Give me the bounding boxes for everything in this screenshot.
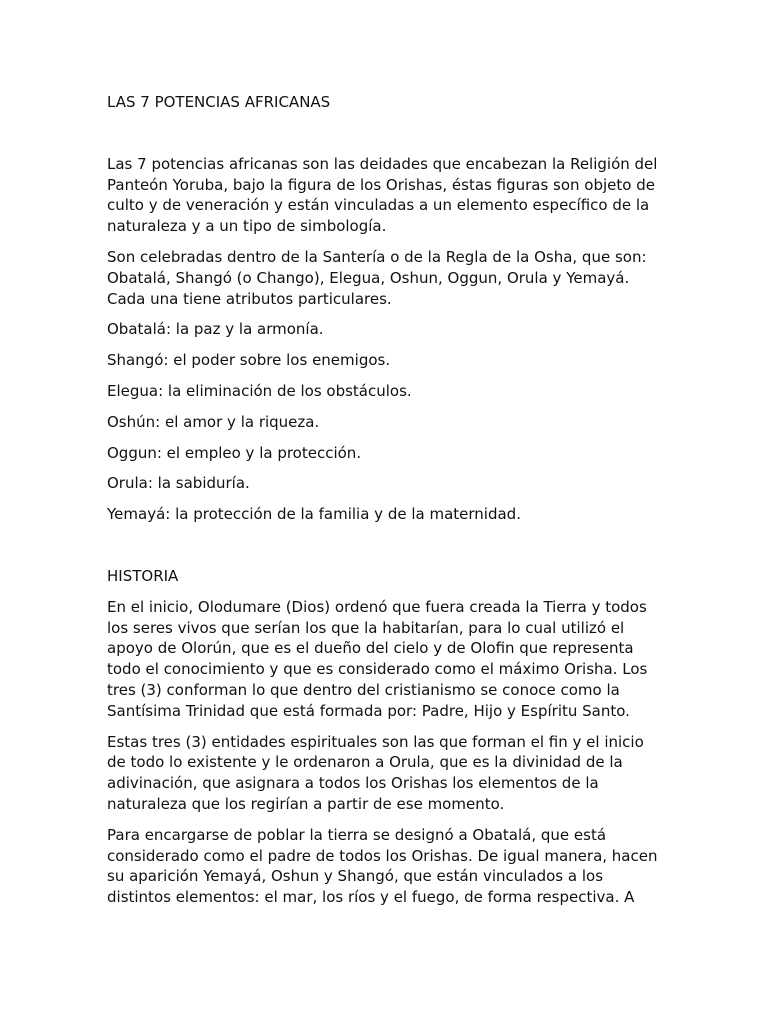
intro-paragraph: Las 7 potencias africanas son las deidades que encabezan la Religión del Panteón Yoruba, bajo la figura de los Orishas, éstas figuras son objeto de culto y de veneración y están vinculadas a un elemento específico de la naturaleza y a un tipo de simbología. <box>107 154 658 236</box>
attribute-line-orula: Orula: la sabiduría. <box>107 474 250 493</box>
history-heading: HISTORIA <box>107 566 179 585</box>
attribute-line-elegua: Elegua: la eliminación de los obstáculos. <box>107 381 412 400</box>
intro-paragraph: Son celebradas dentro de la Santería o de la Regla de la Osha, que son: Obatalá, Shangó (o Chango), Elegua, Oshun, Oggun, Orula y Yemayá. Cada una tiene atributos particulares. <box>107 247 647 308</box>
attribute-line-shango: Shangó: el poder sobre los enemigos. <box>107 351 391 370</box>
history-paragraph: Para encargarse de poblar la tierra se designó a Obatalá, que está considerado como el padre de todos los Orishas. De igual manera, hacen su aparición Yemayá, Oshun y Shangó, que están vinculados a los distintos elementos: el mar, los ríos y el fuego, de forma respectiva. A <box>107 825 658 907</box>
spacer <box>107 535 667 566</box>
spacer <box>107 113 667 154</box>
document-title: LAS 7 POTENCIAS AFRICANAS <box>107 93 331 111</box>
attribute-line-obatala: Obatalá: la paz y la armonía. <box>107 320 324 339</box>
document-page <box>107 92 667 918</box>
attribute-line-yemaya: Yemayá: la protección de la familia y de la maternidad. <box>107 505 521 524</box>
history-paragraph: Estas tres (3) entidades espirituales son las que forman el fin y el inicio de todo lo existente y le ordenaron a Orula, que es la divinidad de la adivinación, que asignara a todos los Orishas los elementos de la naturaleza que los regirían a partir de ese momento. <box>107 732 644 813</box>
history-paragraph: En el inicio, Olodumare (Dios) ordenó que fuera creada la Tierra y todos los seres vivos que serían los que la habitarían, para lo cual utilizó el apoyo de Olorún, que es el dueño del cielo y de Olofin que representa todo el conocimiento y que es considerado como el máximo Orisha. Los tres (3) conforman lo que dentro del cristianismo se conoce como la Santísima Trinidad que está formada por: Padre, Hijo y Espíritu Santo. <box>107 597 648 720</box>
attribute-line-oshun: Oshún: el amor y la riqueza. <box>107 412 320 431</box>
attribute-line-oggun: Oggun: el empleo y la protección. <box>107 443 362 462</box>
